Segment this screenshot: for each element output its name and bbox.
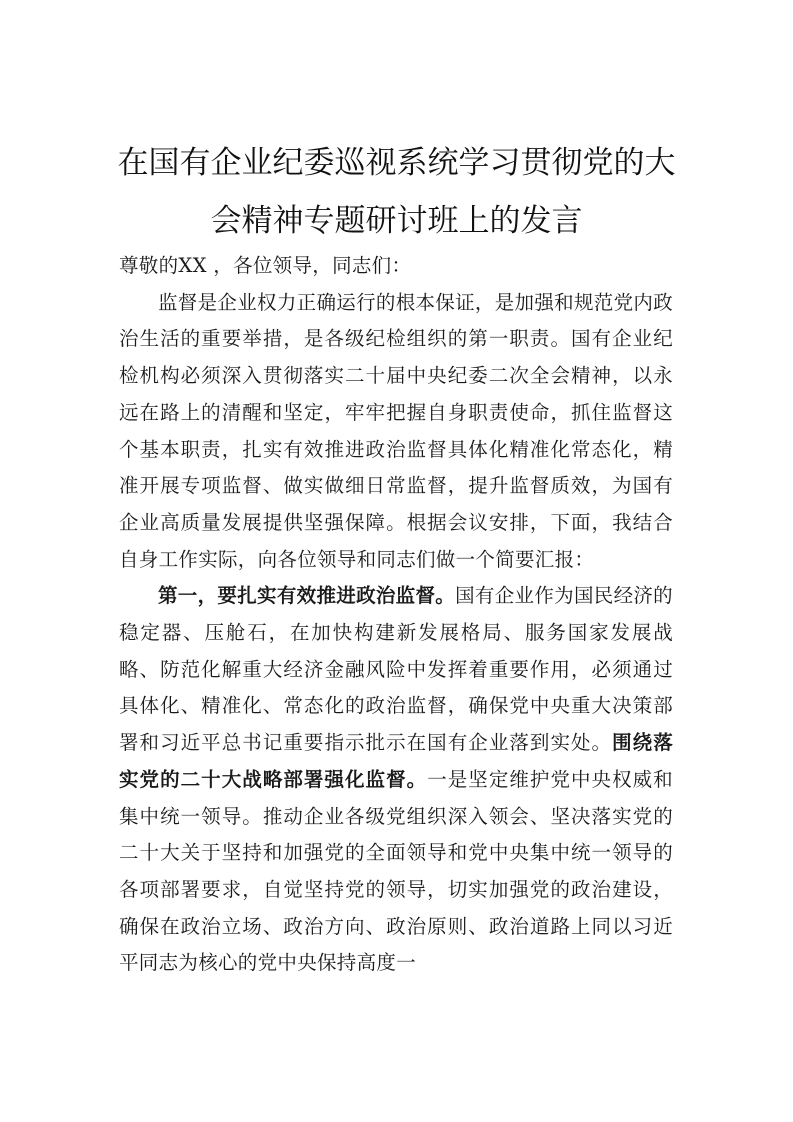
- section-heading-first: 第一，要扎实有效推进政治监督。: [158, 584, 456, 608]
- document-body: [119, 248, 673, 982]
- paragraph-intro: 监督是企业权力正确运行的根本保证，是加强和规范党内政治生活的重要举措，是各级纪检组织的第一职责。国有企业纪检机构必须深入贯彻落实二十届中央纪委二次全会精神，以永远在路上的清醒和坚定，牢牢把握自身职责使命，抓住监督这个基本职责，扎实有效推进政治监督具体化精准化常态化，精准开展专项监督、做实做细日常监督，提升监督质效，为国有企业高质量发展提供坚强保障。根据会议安排，下面，我结合自身工作实际，向各位领导和同志们做一个简要汇报：: [119, 290, 673, 571]
- paragraph-text: 国有企业作为国民经济的稳定器、压舱石，在加快构建新发展格局、服务国家发展战略、防范化解重大经济金融风险中发挥着重要作用，必须通过具体化、精准化、常态化的政治监督，确保党中央重大决策部署和习近平总书记重要指示批示在国有企业落到实处。: [119, 584, 673, 755]
- document-title: 在国有企业纪委巡视系统学习贯彻党的大会精神专题研讨班上的发言: [117, 145, 676, 239]
- paragraph-political-supervision: [119, 578, 673, 982]
- section-subheading: 围绕落实党的二十大战略部署强化监督。: [119, 731, 674, 791]
- salutation: 尊敬的XX ，各位领导，同志们：: [119, 254, 412, 277]
- paragraph-text-continued: 一是坚定维护党中央权威和集中统一领导。推动企业各级党组织深入领会、坚决落实党的二十大关于坚持和加强党的全面领导和党中央集中统一领导的各项部署要求，自觉坚持党的领导，切实加强党的政治建设，确保在政治立场、政治方向、政治原则、政治道路上同以习近平同志为核心的党中央保持高度一: [119, 767, 673, 975]
